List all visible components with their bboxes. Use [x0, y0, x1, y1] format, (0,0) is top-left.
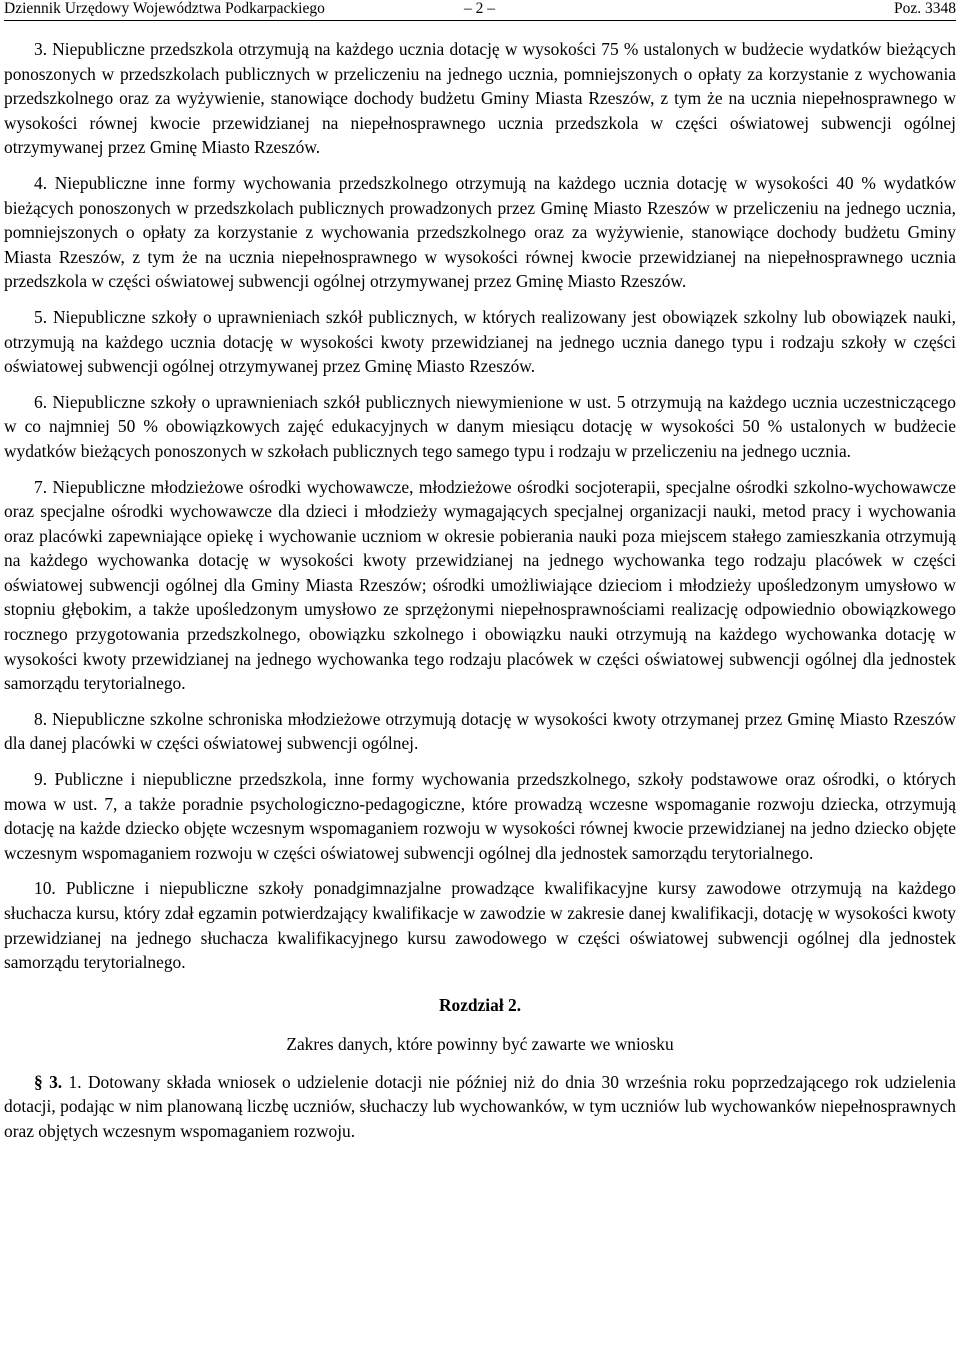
paragraph-7: 7. Niepubliczne młodzieżowe ośrodki wychowawcze, młodzieżowe ośrodki socjoterapii, specjalne ośrodki szkolno-wychowawcze oraz specjalne ośrodki wychowawcze dla dzieci i młodzieży wymagających specjalnej organizacji nauki, metod pracy i wychowania oraz placówki zapewniające opiekę i wychowanie uczniom w okresie pobierania nauki poza miejscem stałego zamieszkania otrzymują na każdego wychowanka dotację w wysokości kwoty przewidzianej na jednego wychowanka tego rodzaju placówek w części oświatowej subwencji ogólnej dla Gminy Miasta Rzeszów; ośrodki umożliwiające dzieciom i młodzieży upośledzonym umysłowo w stopniu głębokim, a także upośledzonym umysłowo ze sprzężonymi niepełnosprawnościami realizację odpowiednio obowiązkowego rocznego przygotowania przedszkolnego, obowiązku szkolnego i obowiązku nauki otrzymują na każdego wychowanka dotację w wysokości kwoty przewidzianej na jednego wychowanka tego rodzaju placówek w części oświatowej subwencji ogólnej dla jednostek samorządu terytorialnego. — [4, 476, 956, 694]
chapter-subtitle: Zakres danych, które powinny być zawarte we wniosku — [286, 1033, 674, 1054]
paragraph-4: 4. Niepubliczne inne formy wychowania przedszkolnego otrzymują na każdego ucznia dotację w wysokości 40 % wydatków bieżących ponoszonych w przedszkolach publicznych prowadzonych przez Gminę Miasto Rzeszów w przeliczeniu na jednego ucznia, pomniejszonych o opłaty za korzystanie z wychowania przedszkolnego oraz za wyżywienie, stanowiące dochody budżetu Gminy Miasta Rzeszów, z tym że na ucznia niepełnosprawnego w wysokości równej kwocie przewidzianej na niepełnosprawnego ucznia przedszkola w części oświatowej subwencji ogólnej otrzymywanej przez Gminę Miasto Rzeszów. — [4, 172, 956, 292]
paragraph-8: 8. Niepubliczne szkolne schroniska młodzieżowe otrzymują dotację w wysokości kwoty otrzymanej przez Gminę Miasto Rzeszów dla danej placówki w części oświatowej subwencji ogólnej. — [4, 708, 956, 754]
paragraph-10: 10. Publiczne i niepubliczne szkoły ponadgimnazjalne prowadzące kwalifikacyjne kursy zawodowe otrzymują na każdego słuchacza kursu, który zdał egzamin potwierdzający kwalifikacje w zawodzie w zakresie danej kwalifikacji, dotację w wysokości kwoty przewidzianej na jednego słuchacza kwalifikacyjnego kursu zawodowego w części oświatowej subwencji ogólnej dla jednostek samorządu terytorialnego. — [4, 878, 956, 973]
page-header — [4, 0, 956, 21]
paragraph-3: 3. Niepubliczne przedszkola otrzymują na każdego ucznia dotację w wysokości 75 % ustalonych w budżecie wydatków bieżących ponoszonych w przedszkolach publicznych w przeliczeniu na jednego ucznia, pomniejszonych o opłaty za korzystanie z wychowania przedszkolnego oraz za wyżywienie, stanowiące dochody budżetu Gminy Miasta Rzeszów, z tym że na ucznia niepełnosprawnego w wysokości równej kwocie przewidzianej na niepełnosprawnego ucznia przedszkola w części oświatowej subwencji ogólnej otrzymywanej przez Gminę Miasto Rzeszów. — [4, 39, 956, 158]
chapter-title: Rozdział 2. — [438, 994, 522, 1015]
section-3-paragraph-1 — [4, 1070, 956, 1144]
paragraph-9: 9. Publiczne i niepubliczne przedszkola, inne formy wychowania przedszkolnego, szkoły podstawowe oraz ośrodki, o których mowa w ust. 7, a także poradnie psychologiczno-pedagogiczne, które prowadzą wczesne wspomaganie rozwoju dziecka, otrzymują dotację na każde dziecko objęte wczesnym wspomaganiem rozwoju w wysokości równej kwocie przewidzianej na jedno dziecko objęte wczesnym wspomaganiem rozwoju w części oświatowej subwencji ogólnej dla jednostek samorządu terytorialnego. — [4, 769, 956, 863]
section-3-text: 1. Dotowany składa wniosek o udzielenie dotacji nie później niż do dnia 30 września roku poprzedzającego rok udzielenia dotacji, podając w nim planowaną liczbę uczniów, słuchaczy lub wychowanków, w tym uczniów lub wychowanków niepełnosprawnych oraz objętych wczesnym wspomaganiem rozwoju. — [4, 1071, 956, 1141]
section-number: § 3. — [34, 1071, 63, 1092]
position-number: Poz. 3348 — [894, 0, 956, 17]
paragraph-5: 5. Niepubliczne szkoły o uprawnieniach szkół publicznych, w których realizowany jest obowiązek szkolny lub obowiązek nauki, otrzymują na każdego ucznia dotację w wysokości kwoty przewidzianej na jednego ucznia danego typu i rodzaju szkoły w części oświatowej subwencji ogólnej otrzymywanej przez Gminę Miasto Rzeszów. — [4, 306, 956, 377]
journal-title: Dziennik Urzędowy Województwa Podkarpackiego — [4, 0, 325, 17]
page-number: – 2 – — [464, 0, 495, 17]
document-body — [4, 21, 956, 1144]
paragraph-6: 6. Niepubliczne szkoły o uprawnieniach szkół publicznych niewymienione w ust. 5 otrzymują na każdego ucznia uczestniczącego w co najmniej 50 % obowiązkowych zajęć edukacyjnych w danym miesiącu dotację w wysokości 50 % ustalonych w budżecie wydatków bieżących ponoszonych w szkołach publicznych tego samego typu i rodzaju w przeliczeniu na jednego ucznia. — [4, 391, 956, 461]
